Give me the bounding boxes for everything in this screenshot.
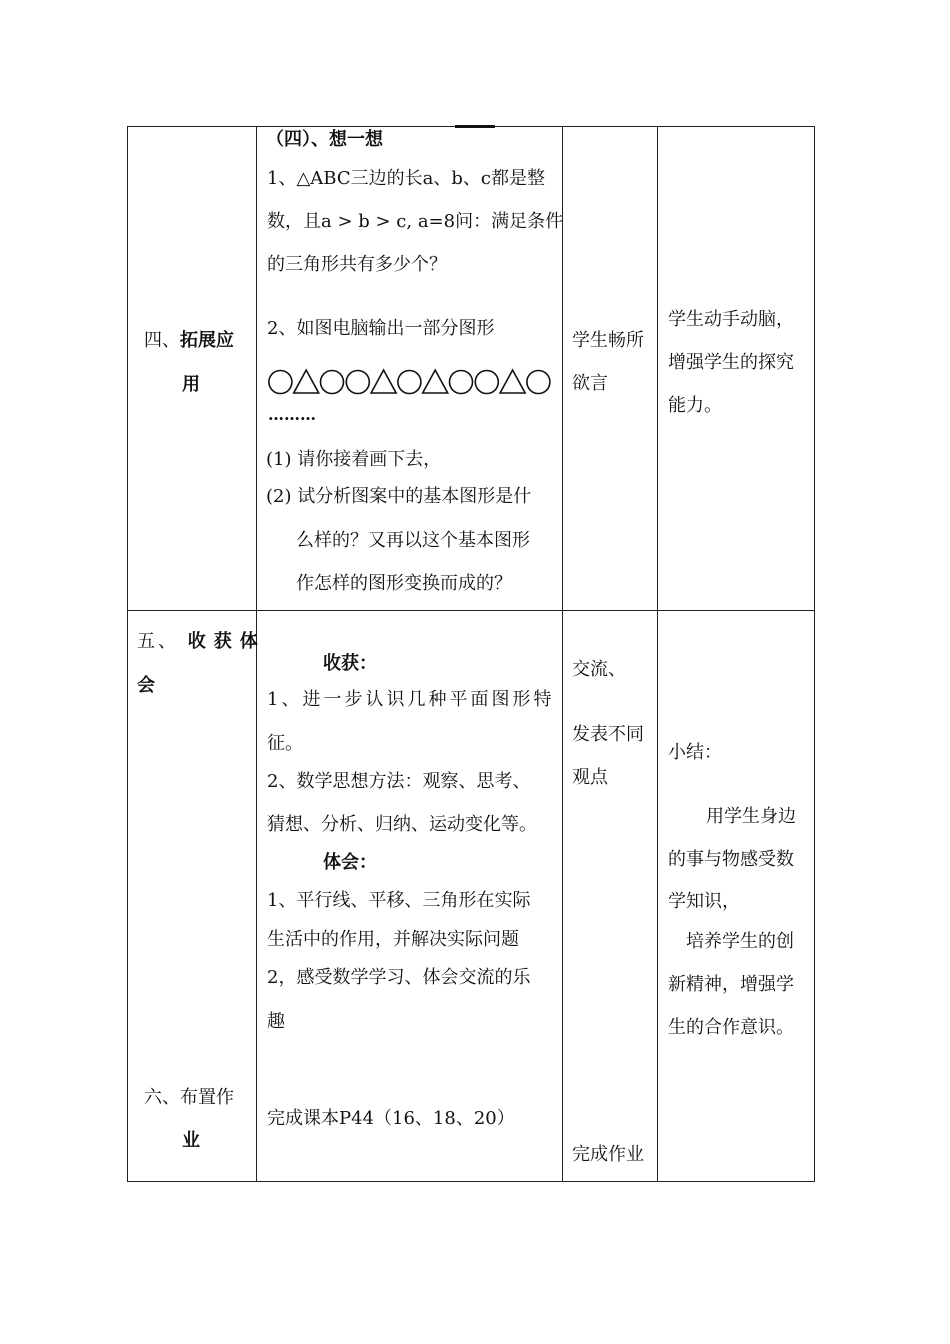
circle-shape (475, 371, 498, 394)
summary-line2: 的事与物感受数 (668, 849, 794, 870)
feel1-line2: 生活中的作用，并解决实际问题 (267, 929, 519, 950)
student-activity-row5-line2: 发表不同 (572, 724, 644, 745)
table-bottom-border (127, 1181, 815, 1182)
page-top-mark (455, 125, 495, 128)
summary-line4: 培养学生的创 (686, 931, 794, 952)
stage-label-row4 (144, 331, 234, 351)
table-right-border (814, 126, 815, 1182)
table-left-border (127, 126, 128, 1182)
stage-label-row5-cont: 会 (137, 675, 155, 696)
gain1-line2: 征。 (267, 733, 303, 754)
circle-shape (269, 371, 292, 394)
table-row-divider (127, 610, 815, 611)
stage-number: 四、 (144, 330, 180, 351)
table-col-divider (562, 126, 563, 1182)
circle-shape (450, 371, 473, 394)
stage-label-row6 (144, 1088, 234, 1108)
stage-label-row6-cont: 业 (182, 1130, 200, 1151)
triangle-shape (294, 370, 319, 393)
summary-line5: 新精神，增强学 (668, 974, 794, 995)
question1-line2: 数，且a > b > c, a=8问：满足条件 (267, 211, 564, 232)
stage-label-row5 (137, 632, 266, 652)
circle-shape (321, 371, 344, 394)
stage-title: 六、布置作 (144, 1087, 234, 1108)
student-activity-row4-line2: 欲言 (572, 373, 608, 394)
feel2-text: 2，感受数学学习、体会交流的乐 (267, 967, 531, 988)
question1-line1: 1、△ABC三边的长a、b、c都是整 (267, 168, 545, 189)
feel1-line1: 1、平行线、平移、三角形在实际 (267, 890, 531, 911)
circle-shape (527, 371, 550, 394)
ellipsis-text: ……… (268, 405, 316, 424)
feel2-line1 (267, 968, 530, 988)
subquestion2-line2: 么样的？又再以这个基本图形 (296, 530, 530, 551)
feel-heading: 体会： (323, 852, 377, 873)
triangle-shape (500, 370, 525, 393)
table-col-divider (657, 126, 658, 1182)
subquestion1: (1) 请你接着画下去， (266, 449, 442, 470)
stage-number: 五、 (137, 631, 179, 652)
gain-heading: 收获： (323, 653, 377, 674)
intent-row4-line1: 学生动手动脑， (668, 309, 794, 330)
shape-sequence-figure (267, 368, 552, 396)
section-heading: （四）、想一想 (266, 129, 383, 150)
stage-title: 拓展应 (180, 330, 234, 351)
intent-row4-line2: 增强学生的探究 (668, 352, 794, 373)
stage-title: 收获体 (187, 631, 266, 652)
intent-row4-line3: 能力。 (668, 395, 722, 416)
student-activity-row5-line1: 交流、 (572, 659, 626, 680)
circle-shape (346, 371, 369, 394)
question2-title: 2、如图电脑输出一部分图形 (267, 318, 495, 339)
summary-line3: 学知识， (668, 891, 740, 912)
subquestion2-line1: (2) 试分析图案中的基本图形是什 (266, 486, 532, 507)
question1-line3: 的三角形共有多少个？ (267, 254, 447, 275)
subquestion2-line3: 作怎样的图形变换而成的？ (296, 573, 512, 594)
circle-shape (398, 371, 421, 394)
triangle-shape (371, 370, 396, 393)
student-activity-row5-line3: 观点 (572, 767, 608, 788)
summary-line1: 用学生身边 (706, 806, 796, 827)
gain1-line1: 1、进一步认识几种平面图形特 (267, 689, 555, 710)
stage-label-row4-cont: 用 (182, 374, 200, 395)
feel2-line2: 趣 (267, 1011, 285, 1032)
triangle-shape (423, 370, 448, 393)
summary-label: 小结： (668, 742, 722, 763)
summary-line6: 生的合作意识。 (668, 1017, 794, 1038)
table-col-divider (256, 126, 257, 1182)
gain2-line1: 2、数学思想方法：观察、思考、 (267, 771, 531, 792)
student-activity-row6: 完成作业 (572, 1144, 644, 1165)
gain2-line2: 猜想、分析、归纳、运动变化等。 (267, 814, 537, 835)
homework-text: 完成课本P44（16、18、20） (267, 1108, 515, 1129)
student-activity-row4-line1: 学生畅所 (572, 330, 644, 351)
